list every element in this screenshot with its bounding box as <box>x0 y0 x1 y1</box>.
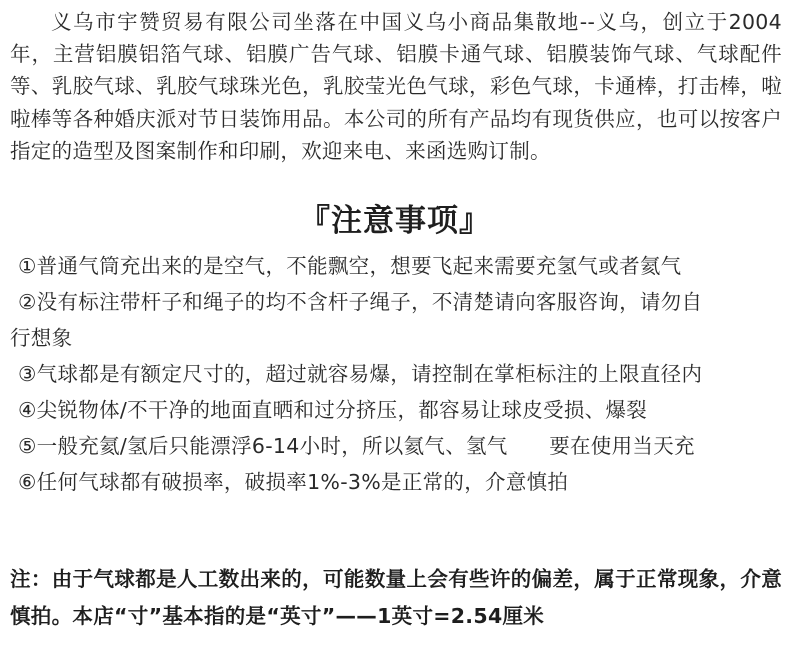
notice-title: 『注意事项』 <box>299 203 491 239</box>
notice-item-6: ⑥任何气球都有破损率，破损率1%-3%是正常的，介意慎拍 <box>18 470 569 494</box>
notice-item-4: ④尖锐物体/不干净的地面直晒和过分挤压，都容易让球皮受损、爆裂 <box>18 398 648 422</box>
notice-item-1: ①普通气筒充出来的是空气，不能飘空，想要飞起来需要充氢气或者氦气 <box>18 254 682 278</box>
company-intro: 义乌市宇赞贸易有限公司坐落在中国义乌小商品集散地--义乌，创立于2004年，主营铝膜铝箔气球、铝膜广告气球、铝膜卡通气球、铝膜装饰气球、气球配件等、乳胶气球、乳胶气球珠光色，乳胶莹光色气球，彩色气球，卡通棒，打击棒，啦啦棒等各种婚庆派对节日装饰用品。本公司的所有产品均有现货供应，也可以按客户指定的造型及图案制作和印刷，欢迎来电、来函选购订制。 <box>10 10 782 163</box>
notice-item-2: ②没有标注带杆子和绳子的均不含杆子绳子，不清楚请向客服咨询，请勿自 <box>18 290 703 314</box>
final-note: 注：由于气球都是人工数出来的，可能数量上会有些许的偏差，属于正常现象，介意慎拍。本店“寸”基本指的是“英寸”——1英寸=2.54厘米 <box>10 567 782 628</box>
notice-list <box>10 252 784 504</box>
notice-item-5: ⑤一般充氦/氢后只能漂浮6-14小时，所以氦气、氢气 要在使用当天充 <box>18 434 695 458</box>
notice-item-3: ③气球都是有额定尺寸的，超过就容易爆，请控制在掌柜标注的上限直径内 <box>18 362 703 386</box>
notice-item-2-continued: 行想象 <box>10 326 73 350</box>
